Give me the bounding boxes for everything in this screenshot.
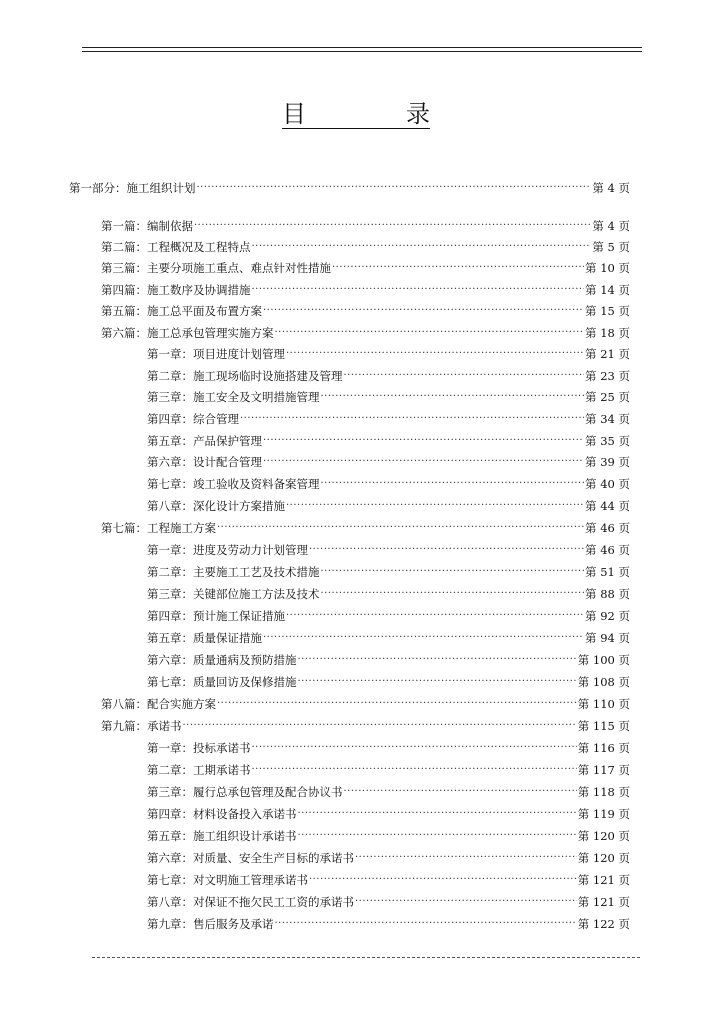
toc-entry[interactable] [147, 892, 630, 912]
toc-entry[interactable] [101, 694, 630, 714]
toc-dot-leader [286, 606, 584, 626]
toc-entry-page: 第 122 页 [577, 917, 630, 931]
footer-dashed-rule [92, 957, 640, 958]
toc-dot-leader [321, 474, 585, 494]
toc-entry-label: 第一章：投标承诺书 [147, 741, 251, 755]
toc-dot-leader [252, 738, 577, 758]
toc-entry-label: 第七篇：工程施工方案 [101, 521, 216, 535]
toc-entry-label: 第四篇：施工数序及协调措施 [101, 283, 251, 297]
toc-entry-label: 第九章：售后服务及承诺 [147, 917, 274, 931]
toc-dot-leader [344, 782, 577, 802]
toc-entry-page: 第 117 页 [577, 763, 630, 777]
toc-entry-page: 第 94 页 [585, 631, 630, 645]
toc-entry-label: 第五章：质量保证措施 [147, 631, 262, 645]
toc-entry-label: 第三章：履行总承包管理及配合协议书 [147, 785, 343, 799]
toc-entry-page: 第 46 页 [585, 521, 630, 535]
toc-dot-leader [298, 672, 577, 692]
toc-dot-leader [263, 301, 584, 321]
toc-entry-page: 第 115 页 [577, 719, 630, 733]
toc-dot-leader [286, 496, 584, 516]
toc-entry-page: 第 4 页 [592, 219, 630, 233]
toc-entry[interactable] [147, 848, 630, 868]
toc-entry-label: 第四章：综合管理 [147, 412, 239, 426]
toc-entry[interactable] [101, 216, 630, 236]
toc-entry[interactable] [147, 431, 630, 451]
toc-entry[interactable] [147, 584, 630, 604]
toc-entry[interactable] [101, 258, 630, 278]
toc-entry-label: 第八章：对保证不拖欠民工工资的承诺书 [147, 895, 354, 909]
toc-entry[interactable] [147, 738, 630, 758]
toc-entry-label: 第五章：施工组织设计承诺书 [147, 829, 297, 843]
toc-dot-leader [321, 562, 585, 582]
toc-entry[interactable] [147, 452, 630, 472]
toc-entry-page: 第 119 页 [577, 807, 630, 821]
toc-dot-leader [355, 892, 577, 912]
toc-entry[interactable] [147, 628, 630, 648]
toc-dot-leader [197, 178, 592, 198]
toc-dot-leader [252, 237, 592, 257]
toc-entry[interactable] [101, 518, 630, 538]
toc-entry-page: 第 14 页 [585, 283, 630, 297]
toc-dot-leader [263, 431, 584, 451]
toc-entry-label: 第六章：对质量、安全生产目标的承诺书 [147, 851, 354, 865]
toc-dot-leader [355, 848, 577, 868]
toc-dot-leader [263, 452, 584, 472]
toc-entry-page: 第 88 页 [585, 587, 630, 601]
toc-dot-leader [298, 826, 577, 846]
toc-dot-leader [194, 216, 591, 236]
toc-entry-label: 第四章：材料设备投入承诺书 [147, 807, 297, 821]
toc-entry[interactable] [147, 409, 630, 429]
toc-dot-leader [298, 804, 577, 824]
toc-entry-page: 第 120 页 [577, 829, 630, 843]
toc-entry[interactable] [147, 870, 630, 890]
toc-entry-label: 第七章：对文明施工管理承诺书 [147, 873, 308, 887]
toc-entry[interactable] [147, 540, 630, 560]
toc-entry[interactable] [147, 672, 630, 692]
toc-entry-page: 第 120 页 [577, 851, 630, 865]
toc-entry-label: 第一篇：编制依据 [101, 219, 193, 233]
toc-dot-leader [344, 366, 585, 386]
toc-entry-label: 第七章：竣工验收及资料备案管理 [147, 477, 320, 491]
toc-entry-label: 第二章：施工现场临时设施搭建及管理 [147, 369, 343, 383]
toc-dot-leader [321, 584, 585, 604]
toc-entry-page: 第 34 页 [585, 412, 630, 426]
toc-entry-page: 第 10 页 [585, 261, 630, 275]
toc-entry-page: 第 23 页 [585, 369, 630, 383]
toc-entry-label: 第六章：设计配合管理 [147, 455, 262, 469]
toc-entry-label: 第三章：施工安全及文明措施管理 [147, 390, 320, 404]
toc-entry-label: 第七章：质量回访及保修措施 [147, 675, 297, 689]
toc-entry[interactable] [147, 760, 630, 780]
toc-entry[interactable] [101, 716, 630, 736]
toc-entry-label: 第三篇：主要分项施工重点、难点针对性措施 [101, 261, 331, 275]
toc-entry-page: 第 108 页 [577, 675, 630, 689]
toc-entry-page: 第 21 页 [585, 347, 630, 361]
toc-entry-label: 第四章：预计施工保证措施 [147, 609, 285, 623]
toc-dot-leader [275, 323, 585, 343]
toc-dot-leader [321, 387, 585, 407]
title-char-1: 目 [282, 100, 306, 128]
toc-entry-label: 第八章：深化设计方案措施 [147, 499, 285, 513]
toc-entry-label: 第一部分：施工组织计划 [69, 181, 196, 195]
toc-entry-page: 第 44 页 [585, 499, 630, 513]
toc-entry-page: 第 51 页 [585, 565, 630, 579]
toc-dot-leader [275, 914, 577, 934]
toc-dot-leader [309, 870, 577, 890]
toc-entry-page: 第 116 页 [577, 741, 630, 755]
toc-dot-leader [263, 628, 584, 648]
toc-entry-page: 第 100 页 [577, 653, 630, 667]
toc-entry[interactable] [101, 280, 630, 300]
toc-entry[interactable] [147, 782, 630, 802]
title-char-2: 录 [406, 100, 430, 128]
toc-entry[interactable] [147, 344, 630, 364]
toc-entry-page: 第 39 页 [585, 455, 630, 469]
toc-entry[interactable] [101, 237, 630, 257]
toc-entry-page: 第 4 页 [592, 181, 630, 195]
toc-entry-label: 第九篇：承诺书 [101, 719, 182, 733]
toc-entry-label: 第六章：质量通病及预防措施 [147, 653, 297, 667]
toc-entry[interactable] [147, 804, 630, 824]
toc-entry-label: 第二章：工期承诺书 [147, 763, 251, 777]
toc-entry[interactable] [147, 606, 630, 626]
toc-dot-leader [298, 650, 577, 670]
toc-entry-page: 第 25 页 [585, 390, 630, 404]
toc-entry-label: 第二章：主要施工工艺及技术措施 [147, 565, 320, 579]
toc-entry[interactable] [147, 366, 630, 386]
toc-entry-label: 第五篇：施工总平面及布置方案 [101, 304, 262, 318]
toc-dot-leader [332, 258, 584, 278]
toc-entry[interactable] [147, 474, 630, 494]
toc-entry-page: 第 18 页 [585, 326, 630, 340]
toc-entry-label: 第一章：项目进度计划管理 [147, 347, 285, 361]
toc-dot-leader [183, 716, 577, 736]
toc-dot-leader [309, 540, 584, 560]
toc-entry-page: 第 35 页 [585, 434, 630, 448]
toc-entry[interactable] [147, 650, 630, 670]
toc-entry[interactable] [101, 323, 630, 343]
toc-dot-leader [252, 760, 577, 780]
toc-entry-label: 第八篇：配合实施方案 [101, 697, 216, 711]
toc-entry[interactable] [147, 826, 630, 846]
toc-dot-leader [240, 409, 584, 429]
toc-dot-leader [286, 344, 584, 364]
toc-entry-page: 第 110 页 [577, 697, 630, 711]
toc-entry-page: 第 118 页 [577, 785, 630, 799]
toc-entry-page: 第 121 页 [577, 895, 630, 909]
toc-entry-page: 第 121 页 [577, 873, 630, 887]
toc-dot-leader [217, 694, 577, 714]
toc-entry-label: 第二篇：工程概况及工程特点 [101, 240, 251, 254]
toc-entry-page: 第 40 页 [585, 477, 630, 491]
toc-entry-page: 第 46 页 [585, 543, 630, 557]
toc-dot-leader [217, 518, 584, 538]
toc-entry[interactable] [101, 301, 630, 321]
toc-entry-label: 第五章：产品保护管理 [147, 434, 262, 448]
toc-entry[interactable] [147, 562, 630, 582]
toc-entry[interactable] [147, 914, 630, 934]
toc-entry-page: 第 92 页 [585, 609, 630, 623]
toc-dot-leader [252, 280, 585, 300]
toc-entry-label: 第六篇：施工总承包管理实施方案 [101, 326, 274, 340]
toc-entry-label: 第三章：关键部位施工方法及技术 [147, 587, 320, 601]
toc-entry-page: 第 5 页 [592, 240, 630, 254]
toc-entry-page: 第 15 页 [585, 304, 630, 318]
toc-entry[interactable] [69, 178, 630, 198]
toc-entry[interactable] [147, 387, 630, 407]
toc-entry[interactable] [147, 496, 630, 516]
toc-entry-label: 第一章：进度及劳动力计划管理 [147, 543, 308, 557]
